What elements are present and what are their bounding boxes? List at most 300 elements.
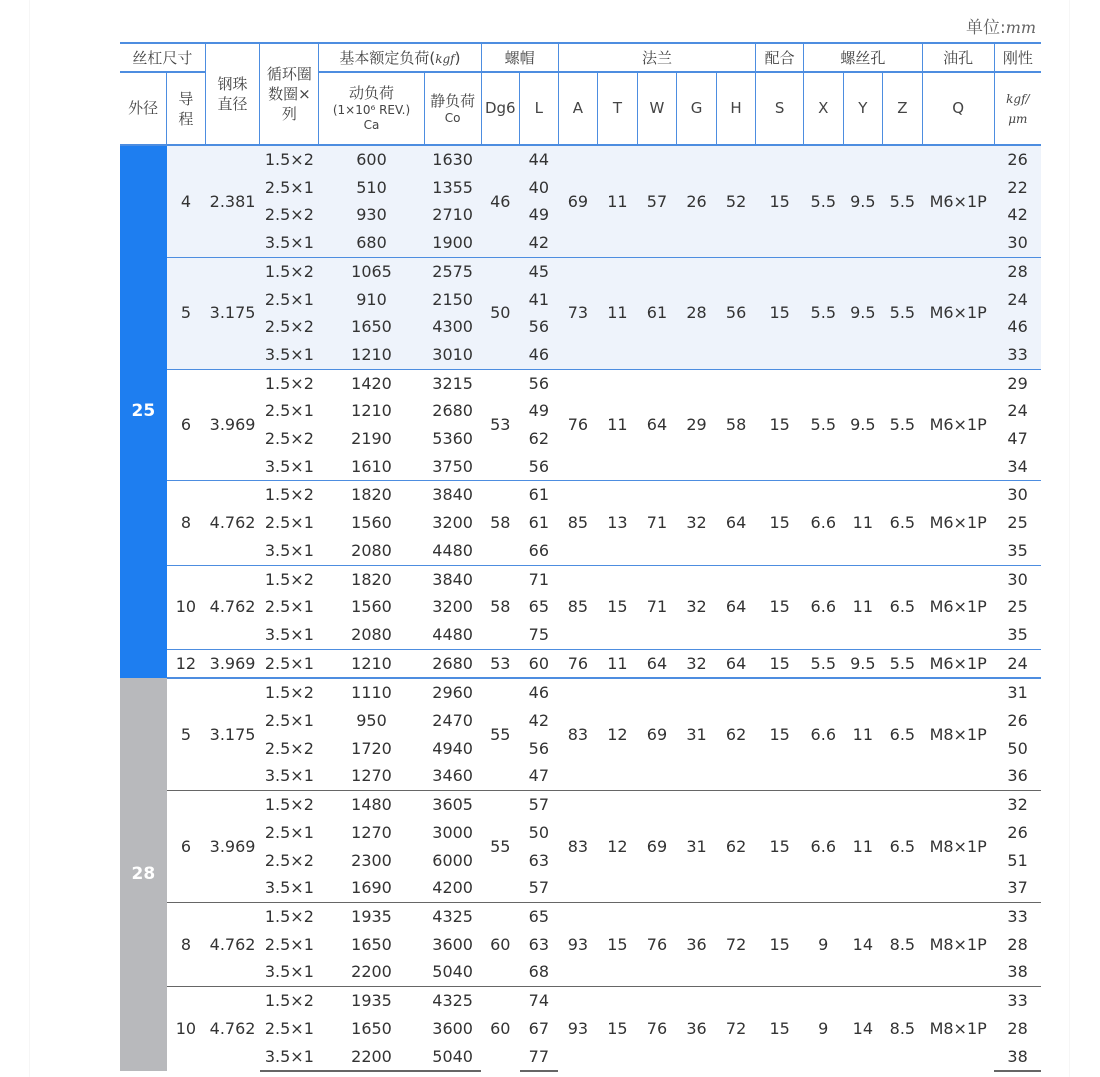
- circuits-cell: 2.5×1: [264, 711, 314, 731]
- nut-length-cell: 75: [528, 624, 550, 644]
- nut-length-cell: 71: [520, 565, 559, 593]
- nut-length-cell: 44: [520, 145, 559, 174]
- static-load-cell: 3460: [432, 766, 473, 786]
- q-cell: M8×1P: [922, 987, 994, 1072]
- rigidity-cell: 29: [994, 369, 1041, 397]
- dynamic-load-cell: 1210: [319, 341, 424, 369]
- circuits-cell: 2.5×2: [264, 429, 314, 449]
- h-cell: 56: [716, 257, 756, 369]
- circuits-cell: 2.5×1: [260, 174, 319, 202]
- ball-dia-cell: 4.762: [205, 902, 260, 986]
- static-load-cell: 3010: [424, 341, 481, 369]
- dynamic-load-cell: 2080: [351, 540, 392, 560]
- rigidity-cell: 24: [1007, 401, 1028, 421]
- static-load-cell: 2470: [432, 711, 473, 731]
- dg6-cell: 53: [481, 369, 520, 481]
- circuits-cell: 1.5×2: [260, 565, 319, 593]
- header-oil-q: Q: [922, 72, 994, 145]
- dynamic-load-cell: 1270: [351, 766, 392, 786]
- table-row: [120, 649, 1041, 678]
- x-cell: 5.5: [804, 369, 844, 481]
- dynamic-load-cell: 950: [356, 711, 387, 731]
- q-cell: M6×1P: [922, 565, 994, 649]
- nut-length-cell: 49: [528, 401, 550, 421]
- circuits-cell: 2.5×1: [264, 934, 314, 954]
- w-cell: 76: [637, 987, 677, 1072]
- header-oil-hole: 油孔: [922, 43, 994, 72]
- nut-length-cell: 46: [520, 341, 559, 369]
- header-static-load: 静负荷 Co: [424, 72, 481, 145]
- static-load-cell: 3215: [424, 369, 481, 397]
- dynamic-load-cell: 1935: [319, 902, 424, 930]
- nut-length-cell: 56: [520, 369, 559, 397]
- outer-diameter-cell: 28: [120, 678, 167, 1071]
- q-cell: M8×1P: [922, 902, 994, 986]
- dynamic-load-cell: 1820: [319, 481, 424, 509]
- rigidity-cell: 47: [1007, 429, 1028, 449]
- t-cell: 12: [598, 678, 638, 790]
- nut-length-cell: 40: [520, 174, 559, 202]
- dynamic-load-cell: 910: [319, 286, 424, 314]
- lead-cell: 4: [167, 145, 206, 257]
- dg6-cell: 53: [481, 649, 520, 678]
- rigidity-cell: 30: [994, 229, 1041, 257]
- a-cell: 83: [558, 678, 598, 790]
- ball-dia-cell: 3.969: [205, 649, 260, 678]
- nut-length-cell: 41: [520, 286, 559, 314]
- dynamic-load-cell: 1065: [319, 257, 424, 285]
- s-cell: 15: [756, 649, 804, 678]
- t-cell: 12: [598, 791, 638, 903]
- h-cell: 64: [716, 649, 756, 678]
- z-cell: 5.5: [883, 145, 923, 257]
- w-cell: 71: [637, 565, 677, 649]
- nut-length-cell: 57: [520, 791, 559, 819]
- q-cell: M6×1P: [922, 257, 994, 369]
- x-cell: 6.6: [804, 678, 844, 790]
- t-cell: 15: [598, 987, 638, 1072]
- dynamic-load-cell: 1720: [351, 738, 392, 758]
- circuits-cell: 3.5×1: [264, 624, 314, 644]
- static-load-cell: 4200: [432, 878, 473, 898]
- rigidity-cell: 25: [1007, 597, 1028, 617]
- static-load-cell: 2680: [432, 401, 473, 421]
- dynamic-load-cell: 680: [319, 229, 424, 257]
- nut-length-cell: 66: [528, 540, 550, 560]
- rigidity-cell: 28: [994, 257, 1041, 285]
- ball-dia-cell: 3.969: [205, 791, 260, 903]
- ball-dia-cell: 3.969: [205, 369, 260, 481]
- g-cell: 36: [677, 987, 717, 1072]
- circuits-cell: 2.5×1: [264, 513, 314, 533]
- y-cell: 11: [843, 791, 883, 903]
- dynamic-load-cell: 1690: [351, 878, 392, 898]
- dynamic-load-cell: 2300: [351, 850, 392, 870]
- s-cell: 15: [756, 369, 804, 481]
- x-cell: 6.6: [804, 481, 844, 565]
- x-cell: 5.5: [804, 257, 844, 369]
- rigidity-cell: 31: [994, 678, 1041, 707]
- spec-sheet: [30, 0, 1069, 1077]
- dg6-cell: 55: [481, 678, 520, 790]
- dynamic-load-cell: 1560: [351, 597, 392, 617]
- table-row: [120, 987, 1041, 1015]
- nut-length-cell: 68: [528, 962, 550, 982]
- z-cell: 8.5: [883, 987, 923, 1072]
- rigidity-cell: 33: [994, 341, 1041, 369]
- header-flange: 法兰: [558, 43, 756, 72]
- g-cell: 31: [677, 791, 717, 903]
- table-row: [120, 481, 1041, 509]
- header-basic-load: 基本额定负荷(kgf): [319, 43, 481, 72]
- g-cell: 26: [677, 145, 717, 257]
- circuits-cell: 3.5×1: [264, 540, 314, 560]
- s-cell: 15: [756, 481, 804, 565]
- a-cell: 93: [558, 902, 598, 986]
- z-cell: 6.5: [883, 481, 923, 565]
- static-load-cell: 2680: [424, 649, 481, 678]
- circuits-cell: 2.5×1: [260, 286, 319, 314]
- lead-cell: 6: [167, 369, 206, 481]
- ball-dia-cell: 4.762: [205, 565, 260, 649]
- y-cell: 11: [843, 481, 883, 565]
- y-cell: 9.5: [843, 145, 883, 257]
- static-load-cell: 3200: [432, 513, 473, 533]
- rigidity-cell: 26: [1007, 711, 1028, 731]
- dg6-cell: 46: [481, 145, 520, 257]
- circuits-cell: 2.5×1: [264, 401, 314, 421]
- w-cell: 69: [637, 791, 677, 903]
- dg6-cell: 50: [481, 257, 520, 369]
- circuits-cell: 2.5×1: [264, 822, 314, 842]
- t-cell: 11: [598, 369, 638, 481]
- circuits-cell: 1.5×2: [260, 481, 319, 509]
- h-cell: 62: [716, 678, 756, 790]
- circuits-cell: 3.5×1: [260, 229, 319, 257]
- circuits-cell: 2.5×2: [264, 850, 314, 870]
- h-cell: 64: [716, 565, 756, 649]
- t-cell: 11: [598, 257, 638, 369]
- static-load-cell: 3200: [432, 597, 473, 617]
- dynamic-load-cell: 1210: [351, 401, 392, 421]
- lead-cell: 5: [167, 678, 206, 790]
- nut-length-cell: 77: [520, 1043, 559, 1072]
- static-load-cell: 3840: [424, 565, 481, 593]
- nut-length-cell: 63: [528, 850, 550, 870]
- header-fit: 配合: [756, 43, 804, 72]
- rigidity-cell: 32: [994, 791, 1041, 819]
- g-cell: 36: [677, 902, 717, 986]
- t-cell: 13: [598, 481, 638, 565]
- header-rigidity-unit: kgf/μm: [994, 72, 1041, 145]
- static-load-cell: 3000: [432, 822, 473, 842]
- nut-length-cell: 42: [528, 711, 550, 731]
- circuits-cell: 3.5×1: [260, 1043, 319, 1072]
- static-load-cell: 5040: [424, 1043, 481, 1072]
- static-load-cell: 4480: [432, 624, 473, 644]
- header-dg6: Dg6: [481, 72, 520, 145]
- static-load-cell: 5040: [432, 962, 473, 982]
- z-cell: 6.5: [883, 791, 923, 903]
- static-load-cell: 4325: [424, 902, 481, 930]
- w-cell: 61: [637, 257, 677, 369]
- header-nut-l: L: [520, 72, 559, 145]
- circuits-cell: 3.5×1: [264, 962, 314, 982]
- y-cell: 14: [843, 987, 883, 1072]
- h-cell: 64: [716, 481, 756, 565]
- dynamic-load-cell: 1610: [351, 456, 392, 476]
- static-load-cell: 6000: [432, 850, 473, 870]
- t-cell: 15: [598, 902, 638, 986]
- ball-dia-cell: 3.175: [205, 257, 260, 369]
- dynamic-load-cell: 2080: [351, 624, 392, 644]
- dynamic-load-cell: 1650: [351, 934, 392, 954]
- ballscrew-spec-table: [120, 42, 1041, 1072]
- static-load-cell: 3605: [424, 791, 481, 819]
- rigidity-cell: 30: [994, 481, 1041, 509]
- static-load-cell: 4480: [432, 540, 473, 560]
- circuits-cell: 2.5×2: [260, 313, 319, 341]
- nut-length-cell: 56: [528, 738, 550, 758]
- dynamic-load-cell: 1935: [319, 987, 424, 1015]
- outer-diameter-cell: 25: [120, 145, 167, 678]
- h-cell: 52: [716, 145, 756, 257]
- nut-length-cell: 42: [520, 229, 559, 257]
- dynamic-load-cell: 930: [319, 201, 424, 229]
- rigidity-cell: 34: [1007, 456, 1028, 476]
- w-cell: 64: [637, 649, 677, 678]
- dynamic-load-cell: 1270: [351, 822, 392, 842]
- dg6-cell: 58: [481, 565, 520, 649]
- rigidity-cell: 42: [994, 201, 1041, 229]
- header-circuits: 循环圈数圈×列: [260, 43, 319, 145]
- y-cell: 9.5: [843, 369, 883, 481]
- table-row: [120, 257, 1041, 285]
- rigidity-cell: 35: [1007, 540, 1028, 560]
- header-screw-size: 丝杠尺寸: [120, 43, 205, 72]
- circuits-cell: 3.5×1: [264, 878, 314, 898]
- lead-cell: 12: [167, 649, 206, 678]
- dynamic-load-cell: 2200: [351, 962, 392, 982]
- nut-length-cell: 65: [520, 902, 559, 930]
- circuits-cell: 2.5×2: [260, 201, 319, 229]
- circuits-cell: 1.5×2: [260, 902, 319, 930]
- ball-dia-cell: 2.381: [205, 145, 260, 257]
- table-row: [120, 565, 1041, 593]
- circuits-cell: 3.5×1: [260, 341, 319, 369]
- q-cell: M8×1P: [922, 678, 994, 790]
- static-load-cell: 2150: [424, 286, 481, 314]
- y-cell: 11: [843, 565, 883, 649]
- w-cell: 64: [637, 369, 677, 481]
- rigidity-cell: 36: [1007, 766, 1028, 786]
- header-h: H: [716, 72, 756, 145]
- static-load-cell: 3600: [432, 1018, 473, 1038]
- table-row: [120, 902, 1041, 930]
- dynamic-load-cell: 1650: [351, 1018, 392, 1038]
- circuits-cell: 1.5×2: [260, 678, 319, 707]
- table-row: [120, 791, 1041, 819]
- header-ball-dia: 钢珠直径: [205, 43, 260, 145]
- s-cell: 15: [756, 678, 804, 790]
- static-load-cell: 1630: [424, 145, 481, 174]
- rigidity-cell: 26: [994, 145, 1041, 174]
- lead-cell: 6: [167, 791, 206, 903]
- static-load-cell: 4300: [424, 313, 481, 341]
- dynamic-load-cell: 1650: [319, 313, 424, 341]
- z-cell: 6.5: [883, 565, 923, 649]
- rigidity-cell: 35: [1007, 624, 1028, 644]
- a-cell: 85: [558, 481, 598, 565]
- z-cell: 5.5: [883, 257, 923, 369]
- dynamic-load-cell: 1820: [319, 565, 424, 593]
- x-cell: 6.6: [804, 791, 844, 903]
- nut-length-cell: 67: [528, 1018, 550, 1038]
- circuits-cell: 2.5×1: [264, 597, 314, 617]
- header-w: W: [637, 72, 677, 145]
- dynamic-load-cell: 1420: [319, 369, 424, 397]
- nut-length-cell: 57: [528, 878, 550, 898]
- static-load-cell: 1900: [424, 229, 481, 257]
- header-nut: 螺帽: [481, 43, 558, 72]
- x-cell: 5.5: [804, 649, 844, 678]
- rigidity-cell: 24: [994, 649, 1041, 678]
- t-cell: 11: [598, 649, 638, 678]
- dynamic-load-cell: 2200: [319, 1043, 424, 1072]
- g-cell: 32: [677, 649, 717, 678]
- nut-length-cell: 45: [520, 257, 559, 285]
- static-load-cell: 2575: [424, 257, 481, 285]
- table-row: [120, 678, 1041, 707]
- dynamic-load-cell: 600: [319, 145, 424, 174]
- y-cell: 11: [843, 678, 883, 790]
- q-cell: M6×1P: [922, 369, 994, 481]
- g-cell: 31: [677, 678, 717, 790]
- rigidity-cell: 37: [1007, 878, 1028, 898]
- dynamic-load-cell: 1210: [319, 649, 424, 678]
- static-load-cell: 1355: [424, 174, 481, 202]
- z-cell: 8.5: [883, 902, 923, 986]
- rigidity-cell: 38: [994, 1043, 1041, 1072]
- g-cell: 32: [677, 481, 717, 565]
- lead-cell: 5: [167, 257, 206, 369]
- static-load-cell: 3840: [424, 481, 481, 509]
- header-dynamic-load: 动负荷 (1×10⁶ REV.) Ca: [319, 72, 424, 145]
- s-cell: 15: [756, 257, 804, 369]
- y-cell: 14: [843, 902, 883, 986]
- header-y: Y: [843, 72, 883, 145]
- a-cell: 83: [558, 791, 598, 903]
- nut-length-cell: 46: [520, 678, 559, 707]
- z-cell: 5.5: [883, 369, 923, 481]
- header-outer-dia: 外径: [120, 72, 167, 145]
- ball-dia-cell: 4.762: [205, 987, 260, 1072]
- nut-length-cell: 56: [528, 456, 550, 476]
- header-lead: 导程: [167, 72, 206, 145]
- nut-length-cell: 65: [528, 597, 550, 617]
- rigidity-cell: 28: [1007, 934, 1028, 954]
- rigidity-cell: 51: [1007, 850, 1028, 870]
- rigidity-cell: 22: [994, 174, 1041, 202]
- z-cell: 6.5: [883, 678, 923, 790]
- y-cell: 9.5: [843, 257, 883, 369]
- s-cell: 15: [756, 565, 804, 649]
- dynamic-load-cell: 510: [319, 174, 424, 202]
- circuits-cell: 3.5×1: [264, 456, 314, 476]
- unit-label: 单位:mm: [966, 18, 1037, 38]
- static-load-cell: 3600: [432, 934, 473, 954]
- static-load-cell: 3750: [432, 456, 473, 476]
- t-cell: 15: [598, 565, 638, 649]
- nut-length-cell: 74: [520, 987, 559, 1015]
- static-load-cell: 4940: [432, 738, 473, 758]
- static-load-cell: 2710: [424, 201, 481, 229]
- x-cell: 6.6: [804, 565, 844, 649]
- nut-length-cell: 50: [528, 822, 550, 842]
- h-cell: 62: [716, 791, 756, 903]
- g-cell: 28: [677, 257, 717, 369]
- lead-cell: 8: [167, 902, 206, 986]
- rigidity-cell: 25: [1007, 513, 1028, 533]
- a-cell: 73: [558, 257, 598, 369]
- a-cell: 69: [558, 145, 598, 257]
- header-fit-s: S: [756, 72, 804, 145]
- table-row: [120, 369, 1041, 397]
- rigidity-cell: 38: [1007, 962, 1028, 982]
- rigidity-cell: 30: [994, 565, 1041, 593]
- s-cell: 15: [756, 902, 804, 986]
- t-cell: 11: [598, 145, 638, 257]
- header-bolt-hole: 螺丝孔: [804, 43, 923, 72]
- static-load-cell: 2960: [424, 678, 481, 707]
- nut-length-cell: 63: [528, 934, 550, 954]
- dg6-cell: 55: [481, 791, 520, 903]
- circuits-cell: 2.5×2: [264, 738, 314, 758]
- ball-dia-cell: 4.762: [205, 481, 260, 565]
- rigidity-cell: 28: [1007, 1018, 1028, 1038]
- z-cell: 5.5: [883, 649, 923, 678]
- nut-length-cell: 61: [520, 481, 559, 509]
- dg6-cell: 60: [481, 987, 520, 1072]
- static-load-cell: 5360: [432, 429, 473, 449]
- nut-length-cell: 60: [520, 649, 559, 678]
- q-cell: M6×1P: [922, 649, 994, 678]
- header-g: G: [677, 72, 717, 145]
- circuits-cell: 1.5×2: [260, 145, 319, 174]
- dynamic-load-cell: 2190: [351, 429, 392, 449]
- header-x: X: [804, 72, 844, 145]
- q-cell: M6×1P: [922, 145, 994, 257]
- a-cell: 93: [558, 987, 598, 1072]
- g-cell: 32: [677, 565, 717, 649]
- s-cell: 15: [756, 145, 804, 257]
- rigidity-cell: 50: [1007, 738, 1028, 758]
- x-cell: 9: [804, 987, 844, 1072]
- w-cell: 57: [637, 145, 677, 257]
- h-cell: 58: [716, 369, 756, 481]
- circuits-cell: 1.5×2: [260, 791, 319, 819]
- a-cell: 85: [558, 565, 598, 649]
- q-cell: M8×1P: [922, 791, 994, 903]
- g-cell: 29: [677, 369, 717, 481]
- w-cell: 71: [637, 481, 677, 565]
- x-cell: 5.5: [804, 145, 844, 257]
- a-cell: 76: [558, 649, 598, 678]
- dynamic-load-cell: 1560: [351, 513, 392, 533]
- header-a: A: [558, 72, 598, 145]
- q-cell: M6×1P: [922, 481, 994, 565]
- circuits-cell: 1.5×2: [260, 369, 319, 397]
